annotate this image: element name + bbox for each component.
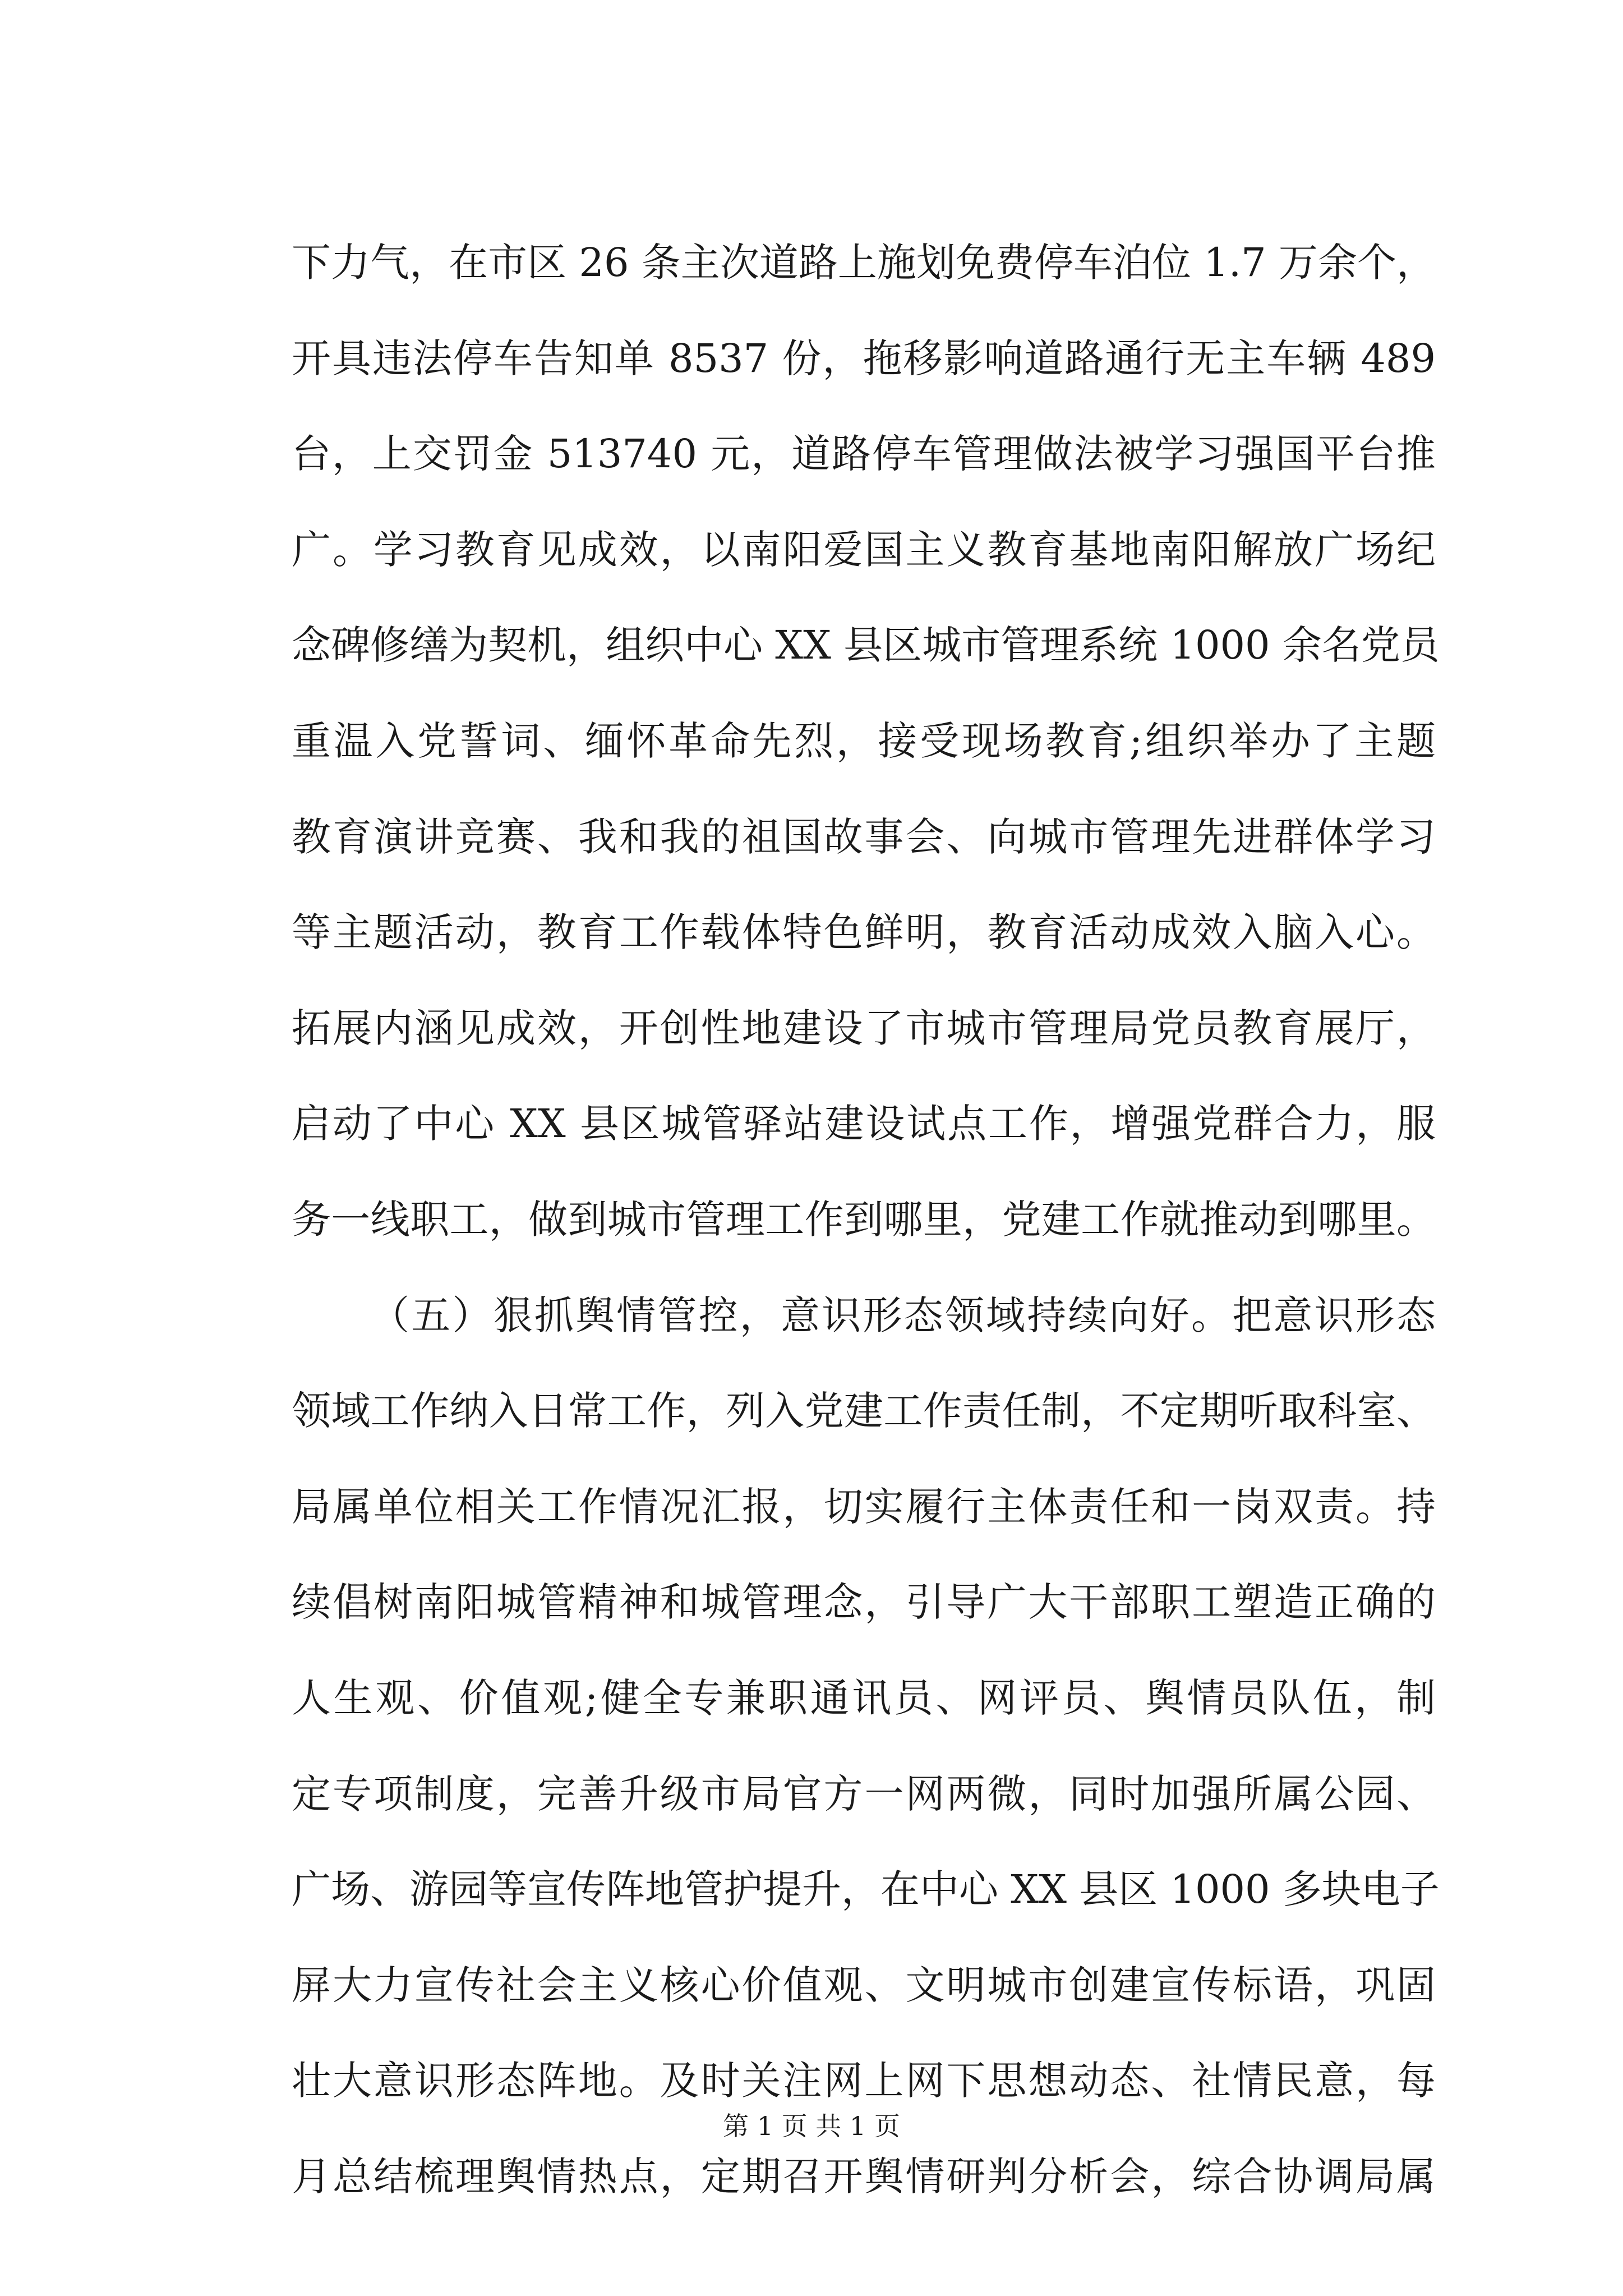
text-line: 等主题活动，教育工作载体特色鲜明，教育活动成效入脑入心。 xyxy=(292,909,1436,956)
text-line: 局属单位相关工作情况汇报，切实履行主体责任和一岗双责。持 xyxy=(292,1483,1436,1530)
text-line: 开具违法停车告知单 8537 份，拖移影响道路通行无主车辆 489 xyxy=(292,335,1436,381)
text-line: 定专项制度，完善升级市局官方一网两微，同时加强所属公园、 xyxy=(292,1770,1436,1817)
text-line: 壮大意识形态阵地。及时关注网上网下思想动态、社情民意，每 xyxy=(292,2058,1436,2104)
text-line: 月总结梳理舆情热点，定期召开舆情研判分析会，综合协调局属 xyxy=(292,2153,1436,2200)
section-heading-line: （五）狠抓舆情管控，意识形态领域持续向好。把意识形态 xyxy=(370,1292,1436,1338)
page-number-label: 第 1 页 共 1 页 xyxy=(723,2111,900,2141)
text-line: 拓展内涵见成效，开创性地建设了市城市管理局党员教育展厅， xyxy=(292,1005,1436,1051)
text-line: 屏大力宣传社会主义核心价值观、文明城市创建宣传标语，巩固 xyxy=(292,1962,1436,2008)
text-line: 务一线职工，做到城市管理工作到哪里，党建工作就推动到哪里。 xyxy=(292,1196,1436,1243)
text-line: 续倡树南阳城管精神和城管理念，引导广大干部职工塑造正确的 xyxy=(292,1579,1436,1626)
text-line: 教育演讲竞赛、我和我的祖国故事会、向城市管理先进群体学习 xyxy=(292,813,1436,860)
page-footer xyxy=(0,2109,1623,2143)
text-line: 重温入党誓词、缅怀革命先烈，接受现场教育;组织举办了主题 xyxy=(292,717,1436,764)
text-line: 人生观、价值观;健全专兼职通讯员、网评员、舆情员队伍，制 xyxy=(292,1674,1436,1721)
text-line: 启动了中心 XX 县区城管驿站建设试点工作，增强党群合力，服 xyxy=(292,1101,1436,1147)
text-line: 念碑修缮为契机，组织中心 XX 县区城市管理系统 1000 余名党员 xyxy=(292,622,1440,669)
text-line: 广。学习教育见成效，以南阳爱国主义教育基地南阳解放广场纪 xyxy=(292,526,1436,573)
text-line: 台，上交罚金 513740 元，道路停车管理做法被学习强国平台推 xyxy=(292,431,1436,477)
text-line: 下力气，在市区 26 条主次道路上施划免费停车泊位 1.7 万余个， xyxy=(292,240,1436,286)
text-line: 领域工作纳入日常工作，列入党建工作责任制，不定期听取科室、 xyxy=(292,1388,1436,1434)
text-line: 广场、游园等宣传阵地管护提升，在中心 XX 县区 1000 多块电子 xyxy=(292,1866,1440,1913)
body-text xyxy=(292,234,1440,2244)
